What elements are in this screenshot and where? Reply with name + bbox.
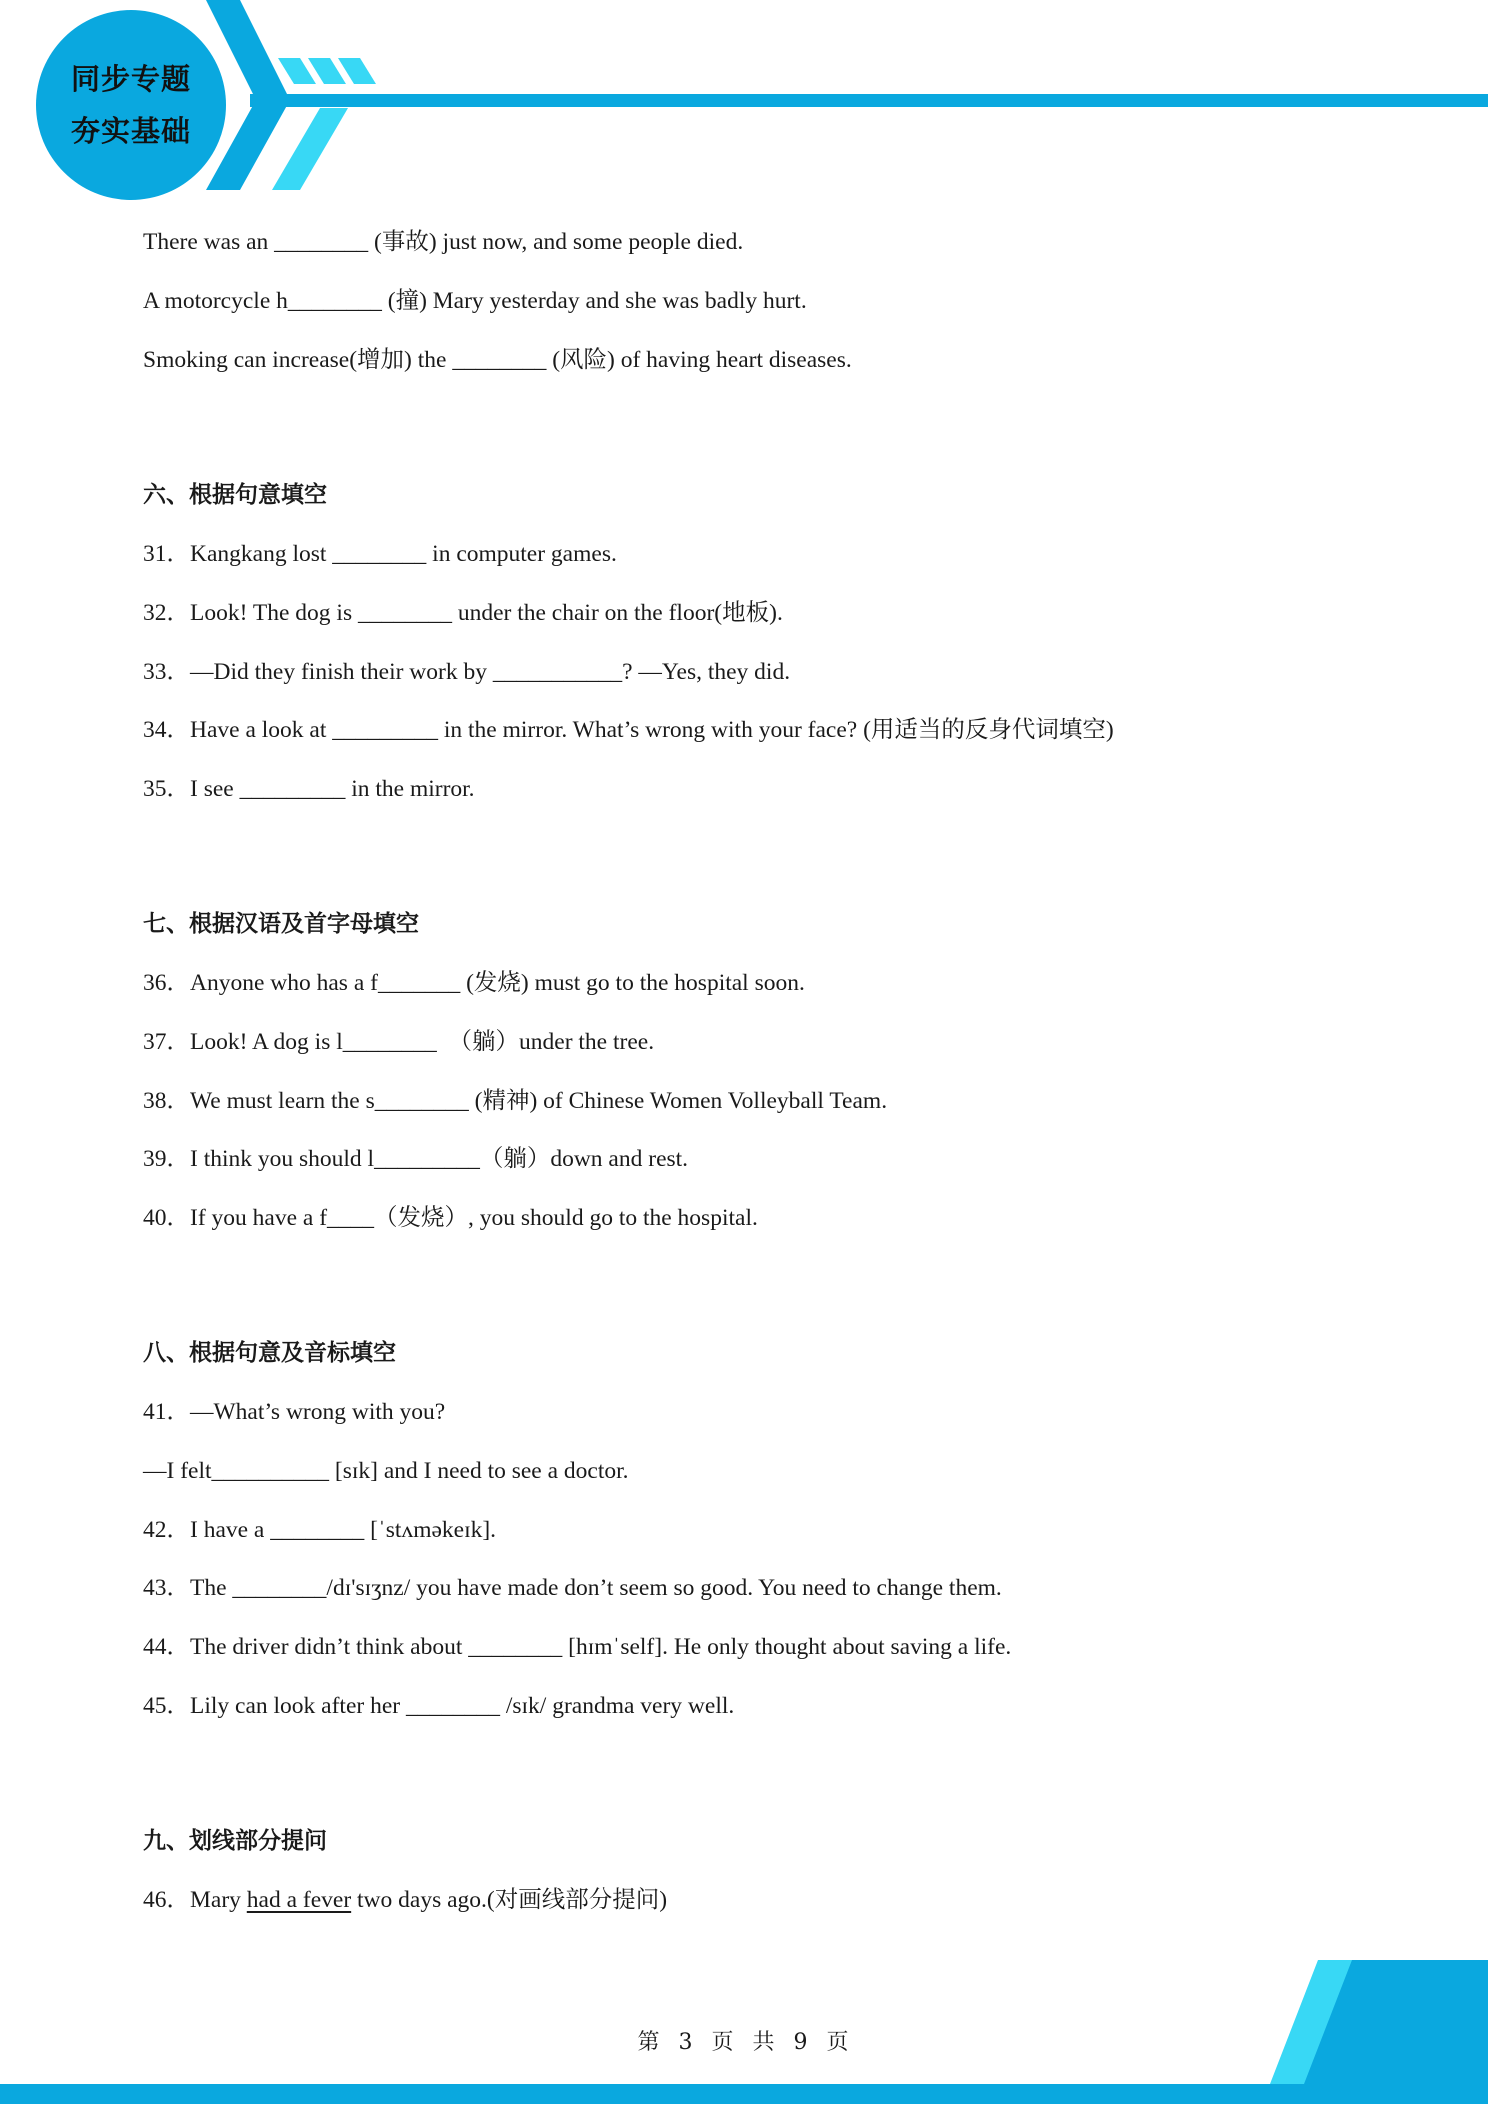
question-32: 32．Look! The dog is ________ under the chair on the floor(地板). xyxy=(143,600,783,626)
question-46-suffix: two days ago.(对画线部分提问) xyxy=(351,1887,668,1913)
page-number: 第 3 页 共 9 页 xyxy=(637,2030,851,2055)
question-34: 34．Have a look at _________ in the mirror. What’s wrong with your face? (用适当的反身代词填空) xyxy=(143,717,1114,743)
question-41-answer-line: —I felt__________ [sɪk] and I need to see a doctor. xyxy=(143,1458,629,1484)
section-heading-8: 八、根据句意及音标填空 xyxy=(143,1340,396,1366)
question-43: 43．The ________/dɪ'sɪʒnz/ you have made don’t seem so good. You need to change them. xyxy=(143,1575,1002,1601)
question-46-underlined: had a fever xyxy=(246,1887,352,1913)
question-30: Smoking can increase(增加) the ________ (风险) of having heart diseases. xyxy=(143,347,852,373)
badge-line-2: 夯实基础 xyxy=(70,114,191,148)
question-31: 31．Kangkang lost ________ in computer games. xyxy=(143,541,617,567)
badge-line-1: 同步专题 xyxy=(70,62,191,96)
header-badge xyxy=(36,10,226,200)
question-29: A motorcycle h________ (撞) Mary yesterday and she was badly hurt. xyxy=(143,288,807,314)
question-42: 42．I have a ________ [ˈstʌməkeɪk]. xyxy=(143,1517,497,1543)
section-heading-7: 七、根据汉语及首字母填空 xyxy=(143,911,419,937)
question-40: 40．If you have a f____（发烧）, you should go to the hospital. xyxy=(143,1205,758,1231)
question-45: 45．Lily can look after her ________ /sɪk/ grandma very well. xyxy=(143,1693,735,1719)
section-heading-9: 九、划线部分提问 xyxy=(143,1828,327,1854)
question-41: 41．—What’s wrong with you? xyxy=(143,1399,446,1425)
question-39: 39．I think you should l_________（躺）down and rest. xyxy=(143,1146,689,1172)
question-28: There was an ________ (事故) just now, and some people died. xyxy=(143,229,744,255)
page-header-banner xyxy=(0,0,1488,200)
question-44: 44．The driver didn’t think about ________ [hɪmˈself]. He only thought about saving a life. xyxy=(143,1634,1012,1660)
section-heading-6: 六、根据句意填空 xyxy=(143,482,327,508)
question-35: 35．I see _________ in the mirror. xyxy=(143,776,475,802)
question-38: 38．We must learn the s________ (精神) of Chinese Women Volleyball Team. xyxy=(143,1088,888,1114)
question-33: 33．—Did they finish their work by ___________? —Yes, they did. xyxy=(143,659,791,685)
question-37: 37．Look! A dog is l________ （躺）under the tree. xyxy=(143,1029,655,1055)
question-36: 36．Anyone who has a f_______ (发烧) must go to the hospital soon. xyxy=(143,970,805,996)
question-46-prefix: 46．Mary xyxy=(143,1887,247,1913)
question-46 xyxy=(143,1885,667,1915)
